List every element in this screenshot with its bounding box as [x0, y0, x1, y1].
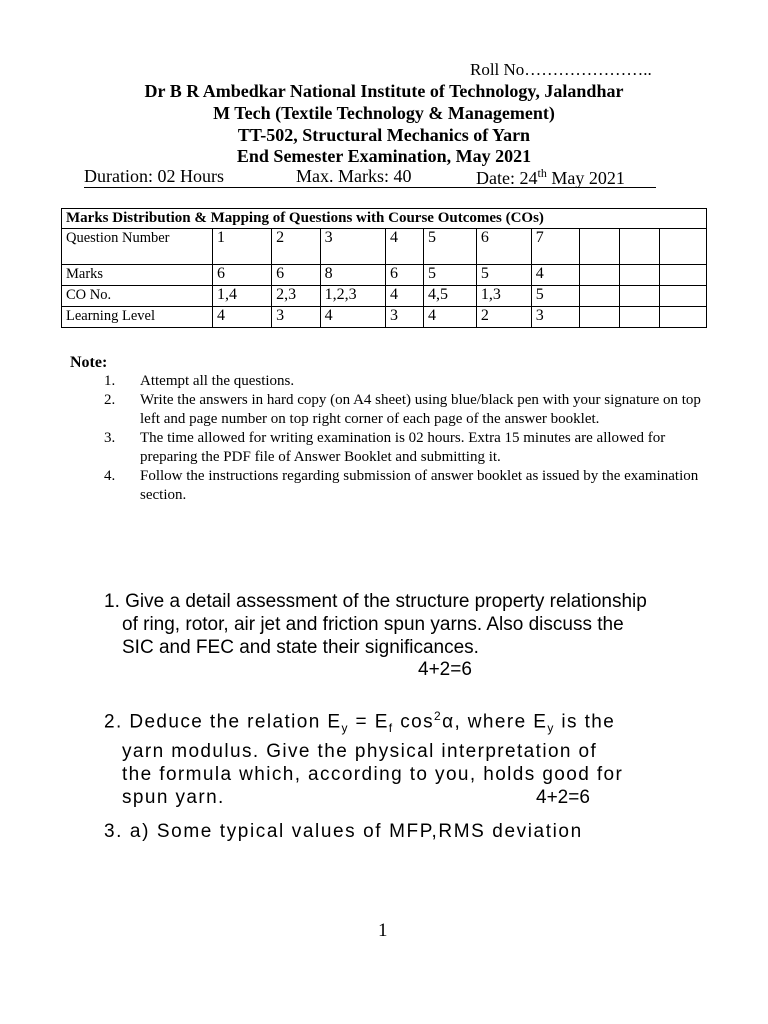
table-cell: 2,3 [272, 286, 321, 307]
table-cell: 5 [424, 229, 477, 265]
table-cell: 3 [320, 229, 385, 265]
table-cell: 3 [531, 307, 580, 328]
table-cell: 1,2,3 [320, 286, 385, 307]
table-cell [660, 229, 707, 265]
page-number: 1 [378, 920, 388, 941]
exam-max-marks: Max. Marks: 40 [296, 166, 412, 186]
table-cell [620, 286, 660, 307]
table-row [62, 307, 707, 328]
question-1 [104, 590, 714, 659]
q2-text: is the [554, 711, 616, 733]
table-cell: 4 [531, 265, 580, 286]
table-cell: 2 [272, 229, 321, 265]
list-item-number: 4. [104, 468, 116, 484]
table-cell: 5 [476, 265, 531, 286]
table-cell [580, 229, 620, 265]
q2-sub: y [547, 721, 555, 736]
question-1-line: 1. Give a detail assessment of the structure property relationship [104, 591, 647, 612]
row-label: Question Number [62, 229, 213, 265]
table-cell: 3 [272, 307, 321, 328]
table-cell: 6 [476, 229, 531, 265]
q2-text: cos [393, 711, 434, 733]
table-cell: 6 [386, 265, 424, 286]
question-2-line [104, 705, 704, 740]
question-1-marks: 4+2=6 [418, 659, 472, 680]
row-label: Learning Level [62, 307, 213, 328]
table-cell: 1,4 [212, 286, 271, 307]
table-cell [660, 286, 707, 307]
exam-date-suffix-sup: th [537, 166, 547, 180]
question-3-line: 3. a) Some typical values of MFP,RMS deviation [104, 821, 583, 842]
table-cell: 1,3 [476, 286, 531, 307]
programme-name: M Tech (Textile Technology & Management) [213, 103, 555, 123]
table-cell: 8 [320, 265, 385, 286]
table-cell: 6 [212, 265, 271, 286]
table-cell: 5 [424, 265, 477, 286]
list-item [104, 372, 704, 391]
exam-date [476, 166, 625, 189]
table-cell: 4 [212, 307, 271, 328]
q2-text: = E [348, 711, 389, 733]
list-item-number: 3. [104, 430, 116, 446]
exam-date-prefix: Date: 24 [476, 168, 538, 188]
table-cell [620, 229, 660, 265]
table-cell [660, 265, 707, 286]
roll-number-field: Roll No………………….. [470, 60, 652, 79]
table-cell: 5 [531, 286, 580, 307]
table-cell [660, 307, 707, 328]
list-item [104, 467, 704, 505]
table-cell: 2 [476, 307, 531, 328]
question-3 [104, 820, 704, 843]
list-item-number: 1. [104, 373, 116, 389]
question-1-line: SIC and FEC and state their significances. [122, 637, 479, 658]
q2-text: 2. Deduce the relation E [104, 711, 342, 733]
question-2-line: the formula which, according to you, holds good for [122, 764, 624, 786]
course-title: TT-502, Structural Mechanics of Yarn [237, 125, 531, 145]
table-cell [580, 265, 620, 286]
table-row [62, 265, 707, 286]
marks-distribution-table [61, 208, 707, 328]
table-cell: 4 [320, 307, 385, 328]
table-cell [620, 265, 660, 286]
list-item-text: Write the answers in hard copy (on A4 sheet) using blue/black pen with your signature on top left and page number on top right corner of each page of the answer booklet. [140, 392, 701, 427]
table-cell: 7 [531, 229, 580, 265]
table-cell: 4 [386, 286, 424, 307]
q2-text: α, where E [442, 711, 548, 733]
note-list [104, 372, 704, 505]
list-item-text: The time allowed for writing examination is 02 hours. Extra 15 minutes are allowed for preparing the PDF file of Answer Booklet and submitting it. [140, 430, 666, 465]
table-row [62, 286, 707, 307]
list-item-number: 2. [104, 392, 116, 408]
q2-sub: f [388, 721, 394, 736]
institute-name: Dr B R Ambedkar National Institute of Technology, Jalandhar [144, 81, 624, 101]
exam-duration: Duration: 02 Hours [84, 166, 224, 186]
exam-title: End Semester Examination, May 2021 [236, 146, 532, 166]
question-2-marks: 4+2=6 [536, 787, 590, 809]
q2-text: spun yarn. [122, 787, 225, 809]
table-cell: 4 [424, 307, 477, 328]
meta-underline [84, 187, 656, 188]
table-cell: 4 [386, 229, 424, 265]
exam-date-month: May 2021 [546, 168, 625, 188]
table-cell [580, 286, 620, 307]
row-label: CO No. [62, 286, 213, 307]
question-2-line [104, 786, 704, 809]
table-cell [620, 307, 660, 328]
table-caption: Marks Distribution & Mapping of Questions with Course Outcomes (COs) [62, 209, 707, 229]
table-cell: 6 [272, 265, 321, 286]
table-cell: 1 [212, 229, 271, 265]
list-item-text: Attempt all the questions. [140, 373, 295, 389]
q2-sup: 2 [433, 709, 443, 723]
list-item-text: Follow the instructions regarding submission of answer booklet as issued by the examination section. [140, 468, 699, 503]
table-row [62, 229, 707, 265]
question-1-line: of ring, rotor, air jet and friction spun yarns. Also discuss the [122, 614, 624, 635]
note-heading: Note: [70, 354, 108, 371]
list-item [104, 391, 704, 429]
table-cell: 3 [386, 307, 424, 328]
question-2 [104, 705, 704, 809]
table-cell [580, 307, 620, 328]
question-2-line: yarn modulus. Give the physical interpretation of [122, 741, 598, 763]
q2-sub: y [341, 721, 349, 736]
list-item [104, 429, 704, 467]
row-label: Marks [62, 265, 213, 286]
table-cell: 4,5 [424, 286, 477, 307]
